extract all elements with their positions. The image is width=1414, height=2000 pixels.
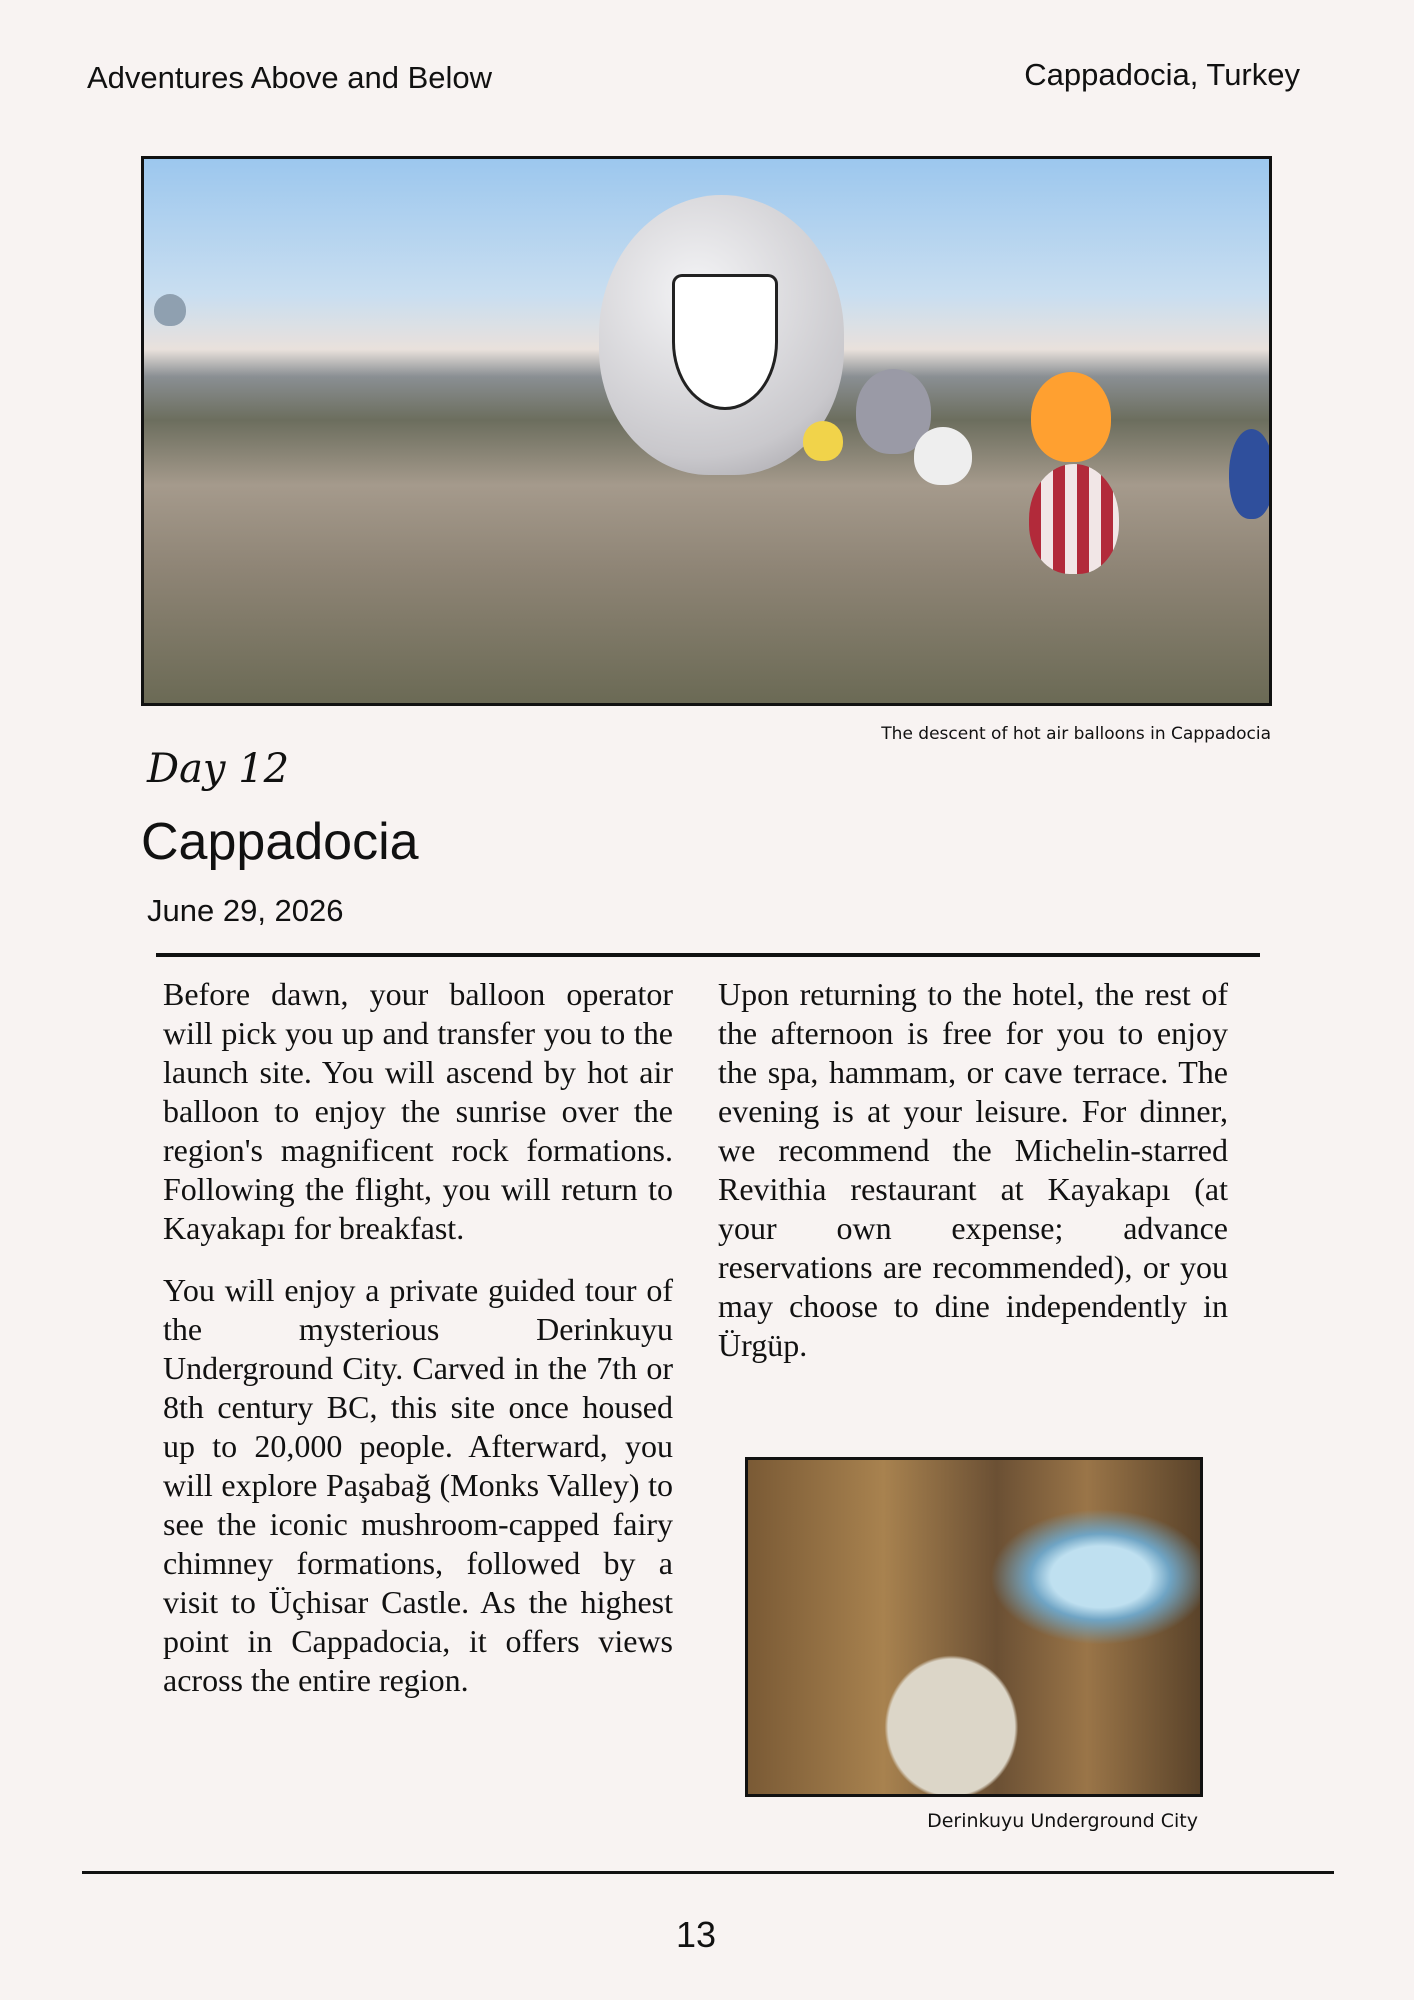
header-location: Cappadocia, Turkey	[1024, 57, 1300, 92]
page-number: 13	[675, 1914, 717, 1955]
header-book-title: Adventures Above and Below	[87, 60, 492, 95]
day-label: Day 12	[147, 746, 290, 792]
cave-image-derinkuyu	[745, 1457, 1203, 1797]
balloon	[1229, 429, 1272, 519]
balloon	[803, 421, 843, 461]
cave-image-caption: Derinkuyu Underground City	[927, 1810, 1198, 1832]
balloon	[154, 294, 186, 326]
footer-divider	[82, 1871, 1334, 1874]
paragraph: You will enjoy a private guided tour of the mysterious Derinkuyu Underground City. Carved in the 7th or 8th century BC, this site once housed up to 20,000 people. Afterward, you will explore Paşabağ (Monks Valley) to see the iconic mushroom-capped fairy chimney formations, followed by a visit to Üçhisar Castle. As the highest point in Cappadocia, it offers views across the entire region.	[163, 1272, 673, 1698]
hero-image-hot-air-balloons	[141, 156, 1272, 706]
divider	[156, 953, 1260, 957]
balloon	[914, 427, 972, 485]
paragraph: Upon returning to the hotel, the rest of the afternoon is free for you to enjoy the spa, hammam, or cave terrace. The evening is at your leisure. For dinner, we recommend the Michelin-starred Revithia restaurant at Kayakapı (at your own expense; advance reservations are recommended), or you may choose to dine independently in Ürgüp.	[718, 976, 1228, 1363]
date: June 29, 2026	[147, 893, 344, 928]
balloon	[1031, 372, 1111, 462]
balloon	[672, 274, 778, 410]
page-title: Cappadocia	[141, 813, 419, 871]
hero-image-caption: The descent of hot air balloons in Cappadocia	[881, 724, 1271, 744]
right-column	[718, 975, 1228, 1388]
balloon	[1029, 464, 1119, 574]
paragraph: Before dawn, your balloon operator will pick you up and transfer you to the launch site. You will ascend by hot air balloon to enjoy the sunrise over the region's magnificent rock formations. Following the flight, you will return to Kayakapı for breakfast.	[163, 976, 673, 1246]
left-column	[163, 975, 673, 1723]
